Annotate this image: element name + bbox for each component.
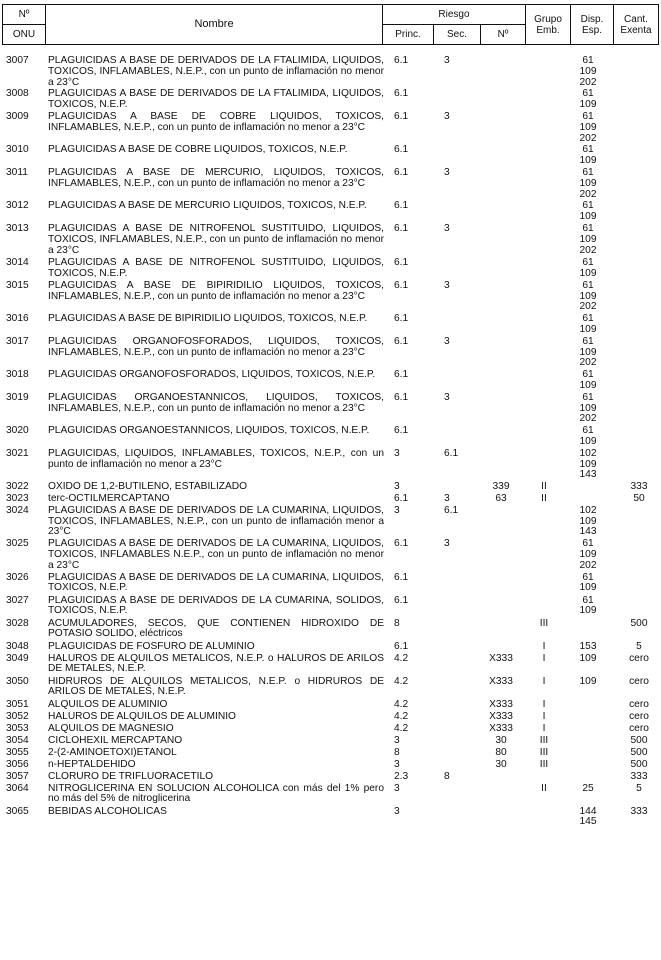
cant-exenta: 50	[633, 492, 645, 504]
substance-name: PLAGUICIDAS ORGANOFOSFORADOS, LIQUIDOS, TOXICOS, N.E.P.	[48, 368, 376, 380]
table-row	[2, 224, 659, 256]
cant-exenta: cero	[629, 710, 649, 722]
disp-esp	[572, 168, 604, 200]
table-row	[2, 145, 659, 167]
riesgo-princ: 3	[394, 734, 400, 746]
table-row	[2, 56, 659, 88]
disp-esp	[572, 337, 604, 369]
table-row	[2, 426, 659, 448]
table-row	[2, 700, 659, 711]
riesgo-princ: 6.1	[394, 279, 409, 291]
onu-number: 3064	[6, 782, 29, 794]
riesgo-princ: 3	[394, 805, 400, 817]
disp-esp-value: 25	[582, 782, 594, 794]
cant-exenta: 500	[630, 758, 648, 770]
onu-number: 3050	[6, 675, 29, 687]
header-sec: Sec.	[434, 25, 481, 45]
grupo-emb: III	[539, 617, 549, 629]
disp-esp-value: 61	[582, 312, 594, 324]
disp-esp	[572, 784, 604, 795]
table-row	[2, 784, 659, 806]
riesgo-num: 339	[492, 480, 510, 492]
riesgo-princ: 4.2	[394, 675, 409, 687]
onu-number: 3008	[6, 88, 29, 100]
disp-esp-value: 61	[582, 594, 594, 606]
onu-number: 3057	[6, 770, 29, 782]
riesgo-sec: 3	[444, 223, 450, 235]
onu-number: 3056	[6, 758, 29, 770]
disp-esp-value: 109	[579, 323, 597, 335]
disp-esp-value: 202	[579, 357, 597, 369]
substance-name: HIDRUROS DE ALQUILOS METALICOS, N.E.P. o HIDRUROS DE ARILOS DE METALES, N.E.P.	[48, 675, 384, 698]
disp-esp-value: 61	[582, 223, 594, 235]
cant-exenta: cero	[629, 722, 649, 734]
substance-name: ALQUILOS DE ALUMINIO	[48, 698, 168, 710]
riesgo-princ: 6.1	[394, 167, 409, 179]
disp-esp-value: 61	[582, 368, 594, 380]
disp-esp-value: 61	[582, 144, 594, 156]
disp-esp-value: 202	[579, 76, 597, 88]
riesgo-num: X333	[489, 698, 513, 710]
onu-number: 3053	[6, 722, 29, 734]
disp-esp-value: 109	[579, 675, 597, 687]
riesgo-princ: 6.1	[394, 88, 409, 100]
grupo-emb: II	[541, 492, 547, 504]
riesgo-num: X333	[489, 710, 513, 722]
disp-esp	[572, 314, 604, 336]
riesgo-princ: 3	[394, 480, 400, 492]
riesgo-sec: 8	[444, 770, 450, 782]
disp-esp-value: 143	[579, 526, 597, 538]
riesgo-princ: 4.2	[394, 722, 409, 734]
disp-esp-value: 109	[579, 178, 597, 190]
riesgo-princ: 4.2	[394, 652, 409, 664]
header-riesgo: Riesgo	[383, 5, 526, 25]
riesgo-princ: 3	[394, 782, 400, 794]
onu-number: 3009	[6, 111, 29, 123]
onu-number: 3023	[6, 492, 29, 504]
cant-exenta: cero	[629, 698, 649, 710]
table-row	[2, 370, 659, 392]
riesgo-princ: 6.1	[394, 312, 409, 324]
grupo-emb: III	[539, 734, 549, 746]
disp-esp	[572, 596, 604, 618]
grupo-emb: I	[542, 722, 546, 734]
substance-name: PLAGUICIDAS A BASE DE COBRE LIQUIDOS, TOXICOS, INFLAMABLES, N.E.P., con un punto de inflamación no menor a 23°C	[48, 111, 384, 134]
substance-name: PLAGUICIDAS A BASE DE MERCURIO, LIQUIDOS, TOXICOS, INFLAMABLES, N.E.P., con un punto de inflamación no menor a 23°C	[48, 167, 384, 190]
riesgo-princ: 6.1	[394, 424, 409, 436]
disp-esp-value: 109	[579, 267, 597, 279]
cant-exenta: 333	[630, 770, 648, 782]
onu-number: 3054	[6, 734, 29, 746]
onu-number: 3021	[6, 447, 29, 459]
disp-esp	[572, 807, 604, 829]
disp-esp-value: 109	[579, 458, 597, 470]
header-onu: ONU	[3, 25, 46, 45]
onu-number: 3027	[6, 594, 29, 606]
grupo-emb: II	[541, 782, 547, 794]
riesgo-sec: 3	[444, 391, 450, 403]
cant-exenta: cero	[629, 675, 649, 687]
table-row	[2, 712, 659, 723]
grupo-emb: I	[542, 675, 546, 687]
substance-name: OXIDO DE 1,2-BUTILENO, ESTABILIZADO	[48, 480, 248, 492]
substance-name: CICLOHEXIL MERCAPTANO	[48, 734, 183, 746]
riesgo-sec: 3	[444, 111, 450, 123]
riesgo-sec: 3	[444, 167, 450, 179]
substance-name: PLAGUICIDAS A BASE DE NITROFENOL SUSTITUIDO, LIQUIDOS, TOXICOS, INFLAMABLES, N.E.P., con un punto de inflamación no menor a 23°C	[48, 223, 384, 256]
disp-esp-value: 109	[579, 211, 597, 223]
disp-esp	[572, 573, 604, 595]
disp-esp-value: 109	[579, 155, 597, 167]
header-num: Nº	[481, 25, 526, 45]
table-row	[2, 112, 659, 144]
onu-number: 3065	[6, 805, 29, 817]
riesgo-num: 63	[495, 492, 507, 504]
grupo-emb: III	[539, 746, 549, 758]
table-row	[2, 89, 659, 111]
disp-esp-value: 61	[582, 88, 594, 100]
riesgo-princ: 6.1	[394, 335, 409, 347]
onu-number: 3020	[6, 424, 29, 436]
riesgo-princ: 6.1	[394, 256, 409, 268]
table-row	[2, 677, 659, 699]
onu-number: 3018	[6, 368, 29, 380]
disp-esp-value: 109	[579, 290, 597, 302]
riesgo-sec: 3	[444, 55, 450, 66]
grupo-emb: I	[542, 710, 546, 722]
cant-exenta: 500	[630, 746, 648, 758]
onu-number: 3007	[6, 55, 29, 66]
table-row	[2, 314, 659, 336]
riesgo-princ: 6.1	[394, 571, 409, 583]
disp-esp-value: 61	[582, 256, 594, 268]
header-nombre: Nombre	[46, 5, 383, 45]
disp-esp	[572, 393, 604, 425]
riesgo-sec: 6.1	[444, 504, 459, 516]
disp-esp-value: 202	[579, 413, 597, 425]
riesgo-princ: 4.2	[394, 698, 409, 710]
disp-esp-value: 109	[579, 379, 597, 391]
onu-number: 3022	[6, 480, 29, 492]
disp-esp-value: 109	[579, 65, 597, 77]
disp-esp-value: 61	[582, 571, 594, 583]
disp-esp-value: 61	[582, 391, 594, 403]
disp-esp-value: 109	[579, 234, 597, 246]
riesgo-princ: 3	[394, 447, 400, 459]
substance-name: CLORURO DE TRIFLUORACETILO	[48, 770, 214, 782]
disp-esp-value: 109	[579, 582, 597, 594]
substance-name: PLAGUICIDAS A BASE DE DERIVADOS DE LA CUMARINA, SOLIDOS, TOXICOS, N.E.P.	[48, 594, 384, 617]
onu-number: 3017	[6, 335, 29, 347]
riesgo-num: X333	[489, 675, 513, 687]
table-row	[2, 760, 659, 771]
disp-esp-value: 153	[579, 640, 597, 652]
riesgo-sec: 3	[444, 492, 450, 504]
substance-name: PLAGUICIDAS A BASE DE DERIVADOS DE LA FTALIMIDA, LIQUIDOS, TOXICOS, INFLAMABLES, N.E.P., con un punto de inflamación no menor a 23°C	[48, 55, 384, 88]
table-row	[2, 619, 659, 641]
onu-number: 3010	[6, 144, 29, 156]
disp-esp	[572, 426, 604, 448]
disp-esp	[572, 145, 604, 167]
table-row	[2, 506, 659, 538]
onu-number: 3024	[6, 504, 29, 516]
table-row	[2, 281, 659, 313]
substance-name: NITROGLICERINA EN SOLUCION ALCOHOLICA con más del 1% pero no más del 5% de nitroglicerina	[48, 782, 384, 805]
riesgo-num: X333	[489, 652, 513, 664]
table-row	[2, 724, 659, 735]
grupo-emb: II	[541, 480, 547, 492]
disp-esp-value: 109	[579, 548, 597, 560]
disp-esp-value: 61	[582, 167, 594, 179]
riesgo-princ: 6.1	[394, 492, 409, 504]
cant-exenta: 500	[630, 617, 648, 629]
riesgo-princ: 8	[394, 746, 400, 758]
table-row	[2, 258, 659, 280]
disp-esp-value: 109	[579, 99, 597, 111]
onu-number: 3013	[6, 223, 29, 235]
disp-esp-value: 61	[582, 424, 594, 436]
riesgo-sec: 3	[444, 538, 450, 550]
substance-name: PLAGUICIDAS ORGANOFOSFORADOS, LIQUIDOS, TOXICOS, INFLAMABLES, N.E.P., con un punto de inflamación no menor a 23°C	[48, 335, 384, 358]
substance-name: HALUROS DE ALQUILOS DE ALUMINIO	[48, 710, 236, 722]
riesgo-princ: 6.1	[394, 594, 409, 606]
substance-name: PLAGUICIDAS A BASE DE COBRE LIQUIDOS, TOXICOS, N.E.P.	[48, 144, 348, 156]
disp-esp-value: 61	[582, 279, 594, 291]
onu-number: 3014	[6, 256, 29, 268]
disp-esp	[572, 224, 604, 256]
onu-number: 3011	[6, 167, 28, 179]
disp-esp-value: 145	[579, 816, 597, 828]
substance-name: ACUMULADORES, SECOS, QUE CONTIENEN HIDROXIDO DE POTASIO SOLIDO, eléctricos	[48, 617, 384, 640]
table-row	[2, 642, 659, 653]
header-grupo: Grupo Emb.	[526, 5, 571, 45]
grupo-emb: I	[542, 640, 546, 652]
riesgo-princ: 6.1	[394, 640, 409, 652]
table-row	[2, 393, 659, 425]
disp-esp	[572, 506, 604, 538]
riesgo-princ: 8	[394, 617, 400, 629]
table-row	[2, 736, 659, 747]
substance-name: PLAGUICIDAS A BASE DE BIPIRIDILIO LIQUIDOS, TOXICOS, INFLAMABLES, N.E.P., con un punto de inflamación no menor a 23°C	[48, 279, 384, 302]
cant-exenta: 5	[636, 640, 642, 652]
riesgo-princ: 6.1	[394, 538, 409, 550]
riesgo-num: 30	[495, 758, 507, 770]
substance-name: PLAGUICIDAS A BASE DE DERIVADOS DE LA CUMARINA, LIQUIDOS, TOXICOS, INFLAMABLES, N.E.P., con un punto de inflamación menor a 23°C	[48, 504, 384, 538]
disp-esp	[572, 258, 604, 280]
onu-number: 3051	[6, 698, 29, 710]
disp-esp-value: 102	[579, 504, 597, 516]
disp-esp-value: 102	[579, 447, 597, 459]
table-row	[2, 748, 659, 759]
table-body	[2, 56, 659, 830]
table-row	[2, 807, 659, 829]
substance-name: PLAGUICIDAS A BASE DE DERIVADOS DE LA FTALIMIDA, LIQUIDOS, TOXICOS, N.E.P.	[48, 88, 384, 111]
riesgo-princ: 6.1	[394, 55, 409, 66]
disp-esp	[572, 281, 604, 313]
onu-number: 3015	[6, 279, 29, 291]
riesgo-princ: 2.3	[394, 770, 409, 782]
substance-name: PLAGUICIDAS DE FOSFURO DE ALUMINIO	[48, 640, 255, 652]
substance-name: PLAGUICIDAS A BASE DE DERIVADOS DE LA CUMARINA, LIQUIDOS, TOXICOS, INFLAMABLES N.E.P., con un punto de inflamación no menor a 23°C	[48, 538, 384, 571]
substance-name: 2-(2-AMINOETOXI)ETANOL	[48, 746, 177, 758]
disp-esp-value: 61	[582, 111, 594, 123]
header-num-sign: Nº	[3, 5, 46, 25]
onu-number: 3052	[6, 710, 29, 722]
substance-name: terc-OCTILMERCAPTANO	[48, 492, 170, 504]
disp-esp	[572, 370, 604, 392]
riesgo-princ: 6.1	[394, 223, 409, 235]
onu-number: 3019	[6, 391, 29, 403]
disp-esp	[572, 642, 604, 653]
disp-esp-value: 109	[579, 515, 597, 527]
table-row	[2, 772, 659, 783]
disp-esp-value: 143	[579, 469, 597, 481]
disp-esp-value: 202	[579, 244, 597, 256]
riesgo-princ: 4.2	[394, 710, 409, 722]
disp-esp-value: 202	[579, 132, 597, 144]
substance-name: PLAGUICIDAS A BASE DE MERCURIO LIQUIDOS, TOXICOS, N.E.P.	[48, 200, 367, 212]
table-row	[2, 539, 659, 571]
table-row	[2, 573, 659, 595]
onu-number: 3026	[6, 571, 29, 583]
grupo-emb: I	[542, 652, 546, 664]
onu-number: 3028	[6, 617, 29, 629]
substance-name: PLAGUICIDAS A BASE DE NITROFENOL SUSTITUIDO, LIQUIDOS, TOXICOS, N.E.P.	[48, 256, 384, 279]
riesgo-num: 30	[495, 734, 507, 746]
disp-esp-value: 109	[579, 346, 597, 358]
header-cant: Cant. Exenta	[614, 5, 659, 45]
substance-name: n-HEPTALDEHIDO	[48, 758, 136, 770]
disp-esp-value: 109	[579, 652, 597, 664]
disp-esp-value: 109	[579, 402, 597, 414]
riesgo-sec: 6.1	[444, 447, 459, 459]
substance-name: PLAGUICIDAS ORGANOESTANNICOS, LIQUIDOS, TOXICOS, N.E.P.	[48, 424, 370, 436]
header-disp: Disp. Esp.	[571, 5, 614, 45]
substance-name: PLAGUICIDAS A BASE DE DERIVADOS DE LA CUMARINA, LIQUIDOS, TOXICOS, N.E.P.	[48, 571, 384, 594]
disp-esp	[572, 112, 604, 144]
cant-exenta: cero	[629, 652, 649, 664]
header-princ: Princ.	[383, 25, 434, 45]
table-row	[2, 449, 659, 481]
onu-number: 3048	[6, 640, 29, 652]
disp-esp	[572, 89, 604, 111]
table-row	[2, 168, 659, 200]
grupo-emb: III	[539, 758, 549, 770]
table-row	[2, 337, 659, 369]
disp-esp-value: 202	[579, 559, 597, 571]
substance-name: ALQUILOS DE MAGNESIO	[48, 722, 174, 734]
onu-number: 3049	[6, 652, 29, 664]
disp-esp-value: 61	[582, 200, 594, 212]
disp-esp	[572, 654, 604, 665]
substance-name: PLAGUICIDAS A BASE DE BIPIRIDILIO LIQUIDOS, TOXICOS, N.E.P.	[48, 312, 368, 324]
riesgo-num: X333	[489, 722, 513, 734]
onu-number: 3016	[6, 312, 29, 324]
cant-exenta: 333	[630, 480, 648, 492]
riesgo-sec: 3	[444, 335, 450, 347]
table-row	[2, 201, 659, 223]
riesgo-princ: 6.1	[394, 111, 409, 123]
disp-esp	[572, 539, 604, 571]
onu-number: 3025	[6, 538, 29, 550]
substance-name: PLAGUICIDAS ORGANOESTANNICOS, LIQUIDOS, TOXICOS, INFLAMABLES, N.E.P., con un punto de inflamación no menor a 23°C	[48, 391, 384, 414]
disp-esp-value: 61	[582, 335, 594, 347]
disp-esp-value: 202	[579, 188, 597, 200]
disp-esp	[572, 201, 604, 223]
onu-number: 3055	[6, 746, 29, 758]
substance-name: PLAGUICIDAS, LIQUIDOS, INFLAMABLES, TOXICOS, N.E.P., con un punto de inflamación no menor a 23°C	[48, 447, 384, 470]
disp-esp-value: 109	[579, 605, 597, 617]
riesgo-sec: 3	[444, 279, 450, 291]
grupo-emb: I	[542, 698, 546, 710]
disp-esp	[572, 449, 604, 481]
riesgo-princ: 6.1	[394, 368, 409, 380]
disp-esp-value: 109	[579, 122, 597, 134]
table-row	[2, 596, 659, 618]
disp-esp-value: 109	[579, 435, 597, 447]
onu-number: 3012	[6, 200, 29, 212]
disp-esp-value: 202	[579, 301, 597, 313]
riesgo-princ: 3	[394, 758, 400, 770]
cant-exenta: 500	[630, 734, 648, 746]
disp-esp-value: 144	[579, 805, 597, 817]
table-row	[2, 654, 659, 676]
riesgo-princ: 3	[394, 504, 400, 516]
riesgo-princ: 6.1	[394, 144, 409, 156]
disp-esp-value: 61	[582, 55, 594, 66]
table-row	[2, 494, 659, 505]
substance-name: BEBIDAS ALCOHOLICAS	[48, 805, 167, 817]
riesgo-princ: 6.1	[394, 200, 409, 212]
cant-exenta: 333	[630, 805, 648, 817]
table-row	[2, 482, 659, 493]
disp-esp	[572, 677, 604, 688]
riesgo-princ: 6.1	[394, 391, 409, 403]
substance-name: HALUROS DE ALQUILOS METALICOS, N.E.P. o HALUROS DE ARILOS DE METALES, N.E.P.	[48, 652, 384, 675]
table-header	[2, 4, 659, 44]
riesgo-num: 80	[495, 746, 507, 758]
cant-exenta: 5	[636, 782, 642, 794]
disp-esp	[572, 56, 604, 88]
disp-esp-value: 61	[582, 538, 594, 550]
